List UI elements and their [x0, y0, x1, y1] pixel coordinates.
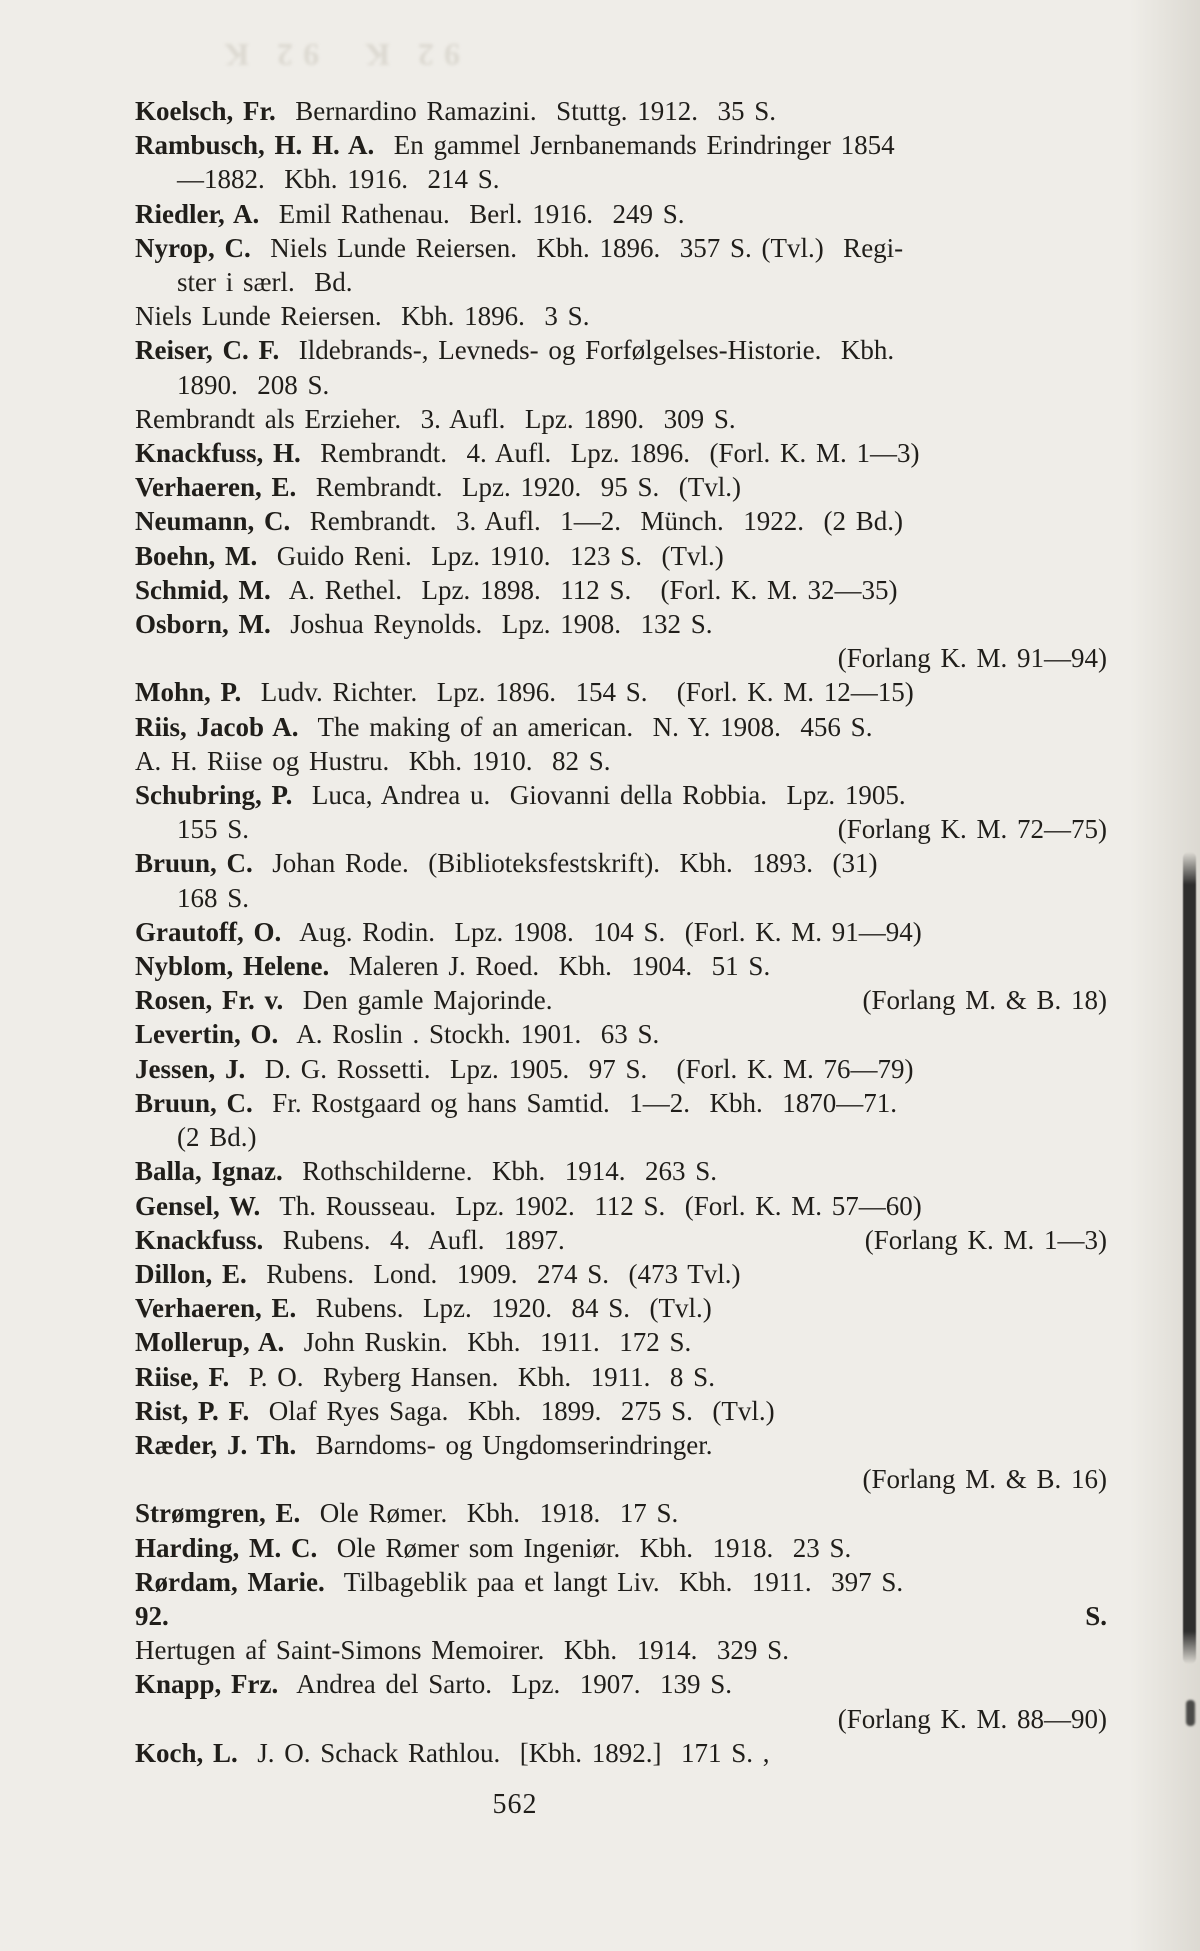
entry-author: Koch, L. — [135, 1737, 238, 1768]
entry-author: Riise, F. — [135, 1361, 230, 1392]
entry-author: Ræder, J. Th. — [135, 1429, 297, 1460]
entry-line — [135, 607, 1107, 641]
entry-author: Mollerup, A. — [135, 1327, 285, 1358]
entry-author: Verhaeren, E. — [135, 1293, 297, 1324]
entry-line — [135, 949, 1107, 983]
entry-text: Niels Lunde Reiersen. Kbh. 1896. 357 S. (Tvl.) Regi- — [250, 232, 904, 263]
entry-author: Harding, M. C. — [135, 1532, 318, 1563]
scan-edge-bar-artifact — [1183, 852, 1196, 1664]
entry-author: Bruun, C. — [135, 1087, 253, 1118]
entry-author: Rambusch, H. H. A. — [135, 130, 375, 161]
entry-text: Rubens. Lpz. 1920. 84 S. (Tvl.) — [296, 1293, 712, 1324]
entry-line — [135, 744, 1107, 778]
entry-line — [135, 197, 1107, 231]
entry-line — [135, 710, 1107, 744]
entry-line — [135, 402, 1107, 436]
entry-line — [135, 1599, 1107, 1633]
scan-edge-mark-artifact — [1186, 1700, 1195, 1726]
entry-author: Verhaeren, E. — [135, 472, 297, 503]
entry-line-right — [865, 1223, 1107, 1257]
entry-text: (Forlang K. M. 88—90) — [837, 1703, 1107, 1734]
entry-line-right — [838, 812, 1107, 846]
entry-line — [135, 162, 1107, 196]
entry-line — [135, 1291, 1107, 1325]
entry-line — [135, 641, 1107, 675]
entry-line-left — [135, 1223, 565, 1257]
entry-author: Nyblom, Helene. — [135, 951, 330, 982]
entry-line — [135, 1360, 1107, 1394]
entry-author: Koelsch, Fr. — [135, 96, 276, 126]
entry-text: (Forlang K. M. 91—94) — [837, 643, 1107, 674]
entry-text: Barndoms- og Ungdomserindringer. — [296, 1429, 713, 1460]
entry-text: Rubens. Lond. 1909. 274 S. (473 Tvl.) — [246, 1258, 741, 1289]
entry-line — [135, 778, 1107, 812]
entry-line — [135, 1154, 1107, 1188]
entry-author: Schmid, M. — [135, 574, 271, 605]
entry-author: Mohn, P. — [135, 677, 242, 708]
entry-line — [135, 1462, 1107, 1496]
entry-line — [135, 1428, 1107, 1462]
entry-line-left — [177, 812, 249, 846]
entry-line — [135, 675, 1107, 709]
entry-text: Emil Rathenau. Berl. 1916. 249 S. — [259, 198, 685, 229]
entry-text: Andrea del Sarto. Lpz. 1907. 139 S. — [278, 1669, 732, 1700]
entry-line-right — [863, 983, 1108, 1017]
entry-author: 92. — [135, 1600, 169, 1631]
entry-author: Dillon, E. — [135, 1258, 247, 1289]
entry-line — [135, 1120, 1107, 1154]
entry-line — [135, 1667, 1107, 1701]
entry-text: Olaf Ryes Saga. Kbh. 1899. 275 S. (Tvl.) — [249, 1395, 775, 1426]
entry-line — [135, 881, 1107, 915]
entry-line-left — [135, 1599, 169, 1633]
entry-line — [135, 573, 1107, 607]
entry-line — [135, 1086, 1107, 1120]
entry-author: Gensel, W. — [135, 1190, 261, 1221]
entry-line — [135, 1052, 1107, 1086]
entry-text: En gammel Jernbanemands Erindringer 1854 — [374, 130, 895, 161]
entry-text: —1882. Kbh. 1916. 214 S. — [177, 164, 500, 195]
entry-text: A. Rethel. Lpz. 1898. 112 S. (Forl. K. M. 32—35) — [270, 574, 898, 605]
entry-text: (2 Bd.) — [177, 1122, 257, 1153]
entry-author: Rørdam, Marie. — [135, 1566, 325, 1597]
entry-text: Bernardino Ramazini. Stuttg. 1912. 35 S. — [275, 96, 776, 126]
entry-line — [135, 368, 1107, 402]
entry-text: J. O. Schack Rathlou. [Kbh. 1892.] 171 S. , — [237, 1737, 770, 1768]
entry-author: Nyrop, C. — [135, 232, 251, 263]
entry-author: Boehn, M. — [135, 540, 258, 571]
entry-text: Maleren J. Roed. Kbh. 1904. 51 S. — [329, 951, 771, 982]
entry-text: 155 S. — [177, 814, 250, 845]
entry-line — [135, 1565, 1107, 1599]
entry-line — [135, 1633, 1107, 1667]
entry-text: A. H. Riise og Hustru. Kbh. 1910. 82 S. — [135, 745, 611, 776]
entry-author: Jessen, J. — [135, 1053, 246, 1084]
entry-text: (Forlang M. & B. 16) — [862, 1464, 1107, 1495]
entry-author: Balla, Ignaz. — [135, 1156, 283, 1187]
entry-line — [135, 812, 1107, 846]
entry-line — [135, 1223, 1107, 1257]
entry-text: Guido Reni. Lpz. 1910. 123 S. (Tvl.) — [257, 540, 724, 571]
entry-author: S. — [1085, 1600, 1107, 1631]
entry-text: Hertugen af Saint-Simons Memoirer. Kbh. 1914. 329 S. — [135, 1635, 789, 1666]
entry-line — [135, 333, 1107, 367]
show-through-ghost-text: 92 K 92 K — [214, 37, 460, 73]
entry-text: A. Roslin . Stockh. 1901. 63 S. — [278, 1019, 660, 1050]
entry-line — [135, 846, 1107, 880]
entry-text: Den gamle Majorinde. — [283, 985, 553, 1016]
entry-text: (Forlang K. M. 72—75) — [837, 814, 1107, 845]
entry-line — [135, 265, 1107, 299]
entry-text: Rembrandt. Lpz. 1920. 95 S. (Tvl.) — [296, 472, 741, 503]
entry-text: Ole Rømer som Ingeniør. Kbh. 1918. 23 S. — [317, 1532, 852, 1563]
entry-line-right — [1085, 1599, 1107, 1633]
entry-line — [135, 1496, 1107, 1530]
entry-line — [135, 1017, 1107, 1051]
entry-line — [135, 915, 1107, 949]
entry-text: D. G. Rossetti. Lpz. 1905. 97 S. (Forl. K. M. 76—79) — [245, 1053, 914, 1084]
entry-line — [135, 94, 1107, 128]
entry-text: (Forlang M. & B. 18) — [862, 985, 1107, 1016]
entry-author: Reiser, C. F. — [135, 335, 280, 366]
entry-line-left — [135, 983, 552, 1017]
entry-text: Ildebrands-, Levneds- og Forfølgelses-Historie. Kbh. — [279, 335, 895, 366]
entry-text: Niels Lunde Reiersen. Kbh. 1896. 3 S. — [135, 301, 590, 332]
entry-line — [135, 504, 1107, 538]
entry-text: 168 S. — [177, 882, 250, 913]
entry-author: Knackfuss. — [135, 1224, 264, 1255]
entry-author: Bruun, C. — [135, 848, 253, 879]
entry-line — [135, 1736, 1107, 1770]
entry-text: Luca, Andrea u. Giovanni della Robbia. Lpz. 1905. — [292, 780, 906, 811]
entry-author: Schubring, P. — [135, 780, 293, 811]
entry-text: Rembrandt. 4. Aufl. Lpz. 1896. (Forl. K. M. 1—3) — [300, 438, 920, 469]
entry-text: Ole Rømer. Kbh. 1918. 17 S. — [300, 1498, 679, 1529]
entry-text: Aug. Rodin. Lpz. 1908. 104 S. (Forl. K. M. 91—94) — [281, 916, 922, 947]
entry-author: Knackfuss, H. — [135, 438, 301, 469]
entry-author: Grautoff, O. — [135, 916, 282, 947]
entry-line — [135, 1257, 1107, 1291]
entry-text: Th. Rousseau. Lpz. 1902. 112 S. (Forl. K. M. 57—60) — [260, 1190, 922, 1221]
entry-text: 1890. 208 S. — [177, 369, 330, 400]
entry-line — [135, 1325, 1107, 1359]
entry-text: The making of an american. N. Y. 1908. 456 S. — [298, 711, 873, 742]
page-number: 562 — [492, 1789, 538, 1820]
entry-line — [135, 436, 1107, 470]
entry-line — [135, 1702, 1107, 1736]
entry-text: Rothschilderne. Kbh. 1914. 263 S. — [282, 1156, 718, 1187]
entry-text: Tilbageblik paa et langt Liv. Kbh. 1911. 397 S. — [324, 1566, 904, 1597]
entry-line — [135, 1531, 1107, 1565]
entry-line — [135, 1394, 1107, 1428]
entry-author: Rist, P. F. — [135, 1395, 250, 1426]
entry-author: Neumann, C. — [135, 506, 291, 537]
entry-author: Rosen, Fr. v. — [135, 985, 284, 1016]
entry-line — [135, 470, 1107, 504]
entry-text: ster i særl. Bd. — [177, 267, 353, 298]
entry-author: Riis, Jacob A. — [135, 711, 299, 742]
entry-author: Riedler, A. — [135, 198, 260, 229]
entry-text: Fr. Rostgaard og hans Samtid. 1—2. Kbh. 1870—71. — [252, 1087, 898, 1118]
entry-text: Joshua Reynolds. Lpz. 1908. 132 S. — [270, 609, 713, 640]
entry-text: P. O. Ryberg Hansen. Kbh. 1911. 8 S. — [229, 1361, 715, 1392]
entry-line — [135, 983, 1107, 1017]
entry-author: Knapp, Frz. — [135, 1669, 279, 1700]
entry-line — [135, 128, 1107, 162]
bibliography-text — [135, 94, 1107, 1770]
entry-author: Osborn, M. — [135, 609, 271, 640]
entry-text: Rembrandt. 3. Aufl. 1—2. Münch. 1922. (2 Bd.) — [290, 506, 903, 537]
entry-line — [135, 539, 1107, 573]
entry-text: Ludv. Richter. Lpz. 1896. 154 S. (Forl. K. M. 12—15) — [241, 677, 914, 708]
entry-text: Rubens. 4. Aufl. 1897. — [263, 1224, 565, 1255]
entry-author: Strømgren, E. — [135, 1498, 301, 1529]
entry-text: (Forlang K. M. 1—3) — [864, 1224, 1107, 1255]
entry-author: Levertin, O. — [135, 1019, 279, 1050]
entry-text: Johan Rode. (Biblioteksfestskrift). Kbh. 1893. (31) — [252, 848, 878, 879]
entry-line — [135, 299, 1107, 333]
entry-line — [135, 231, 1107, 265]
entry-text: John Ruskin. Kbh. 1911. 172 S. — [284, 1327, 692, 1358]
entry-text: Rembrandt als Erzieher. 3. Aufl. Lpz. 1890. 309 S. — [135, 403, 736, 434]
entry-line — [135, 1189, 1107, 1223]
